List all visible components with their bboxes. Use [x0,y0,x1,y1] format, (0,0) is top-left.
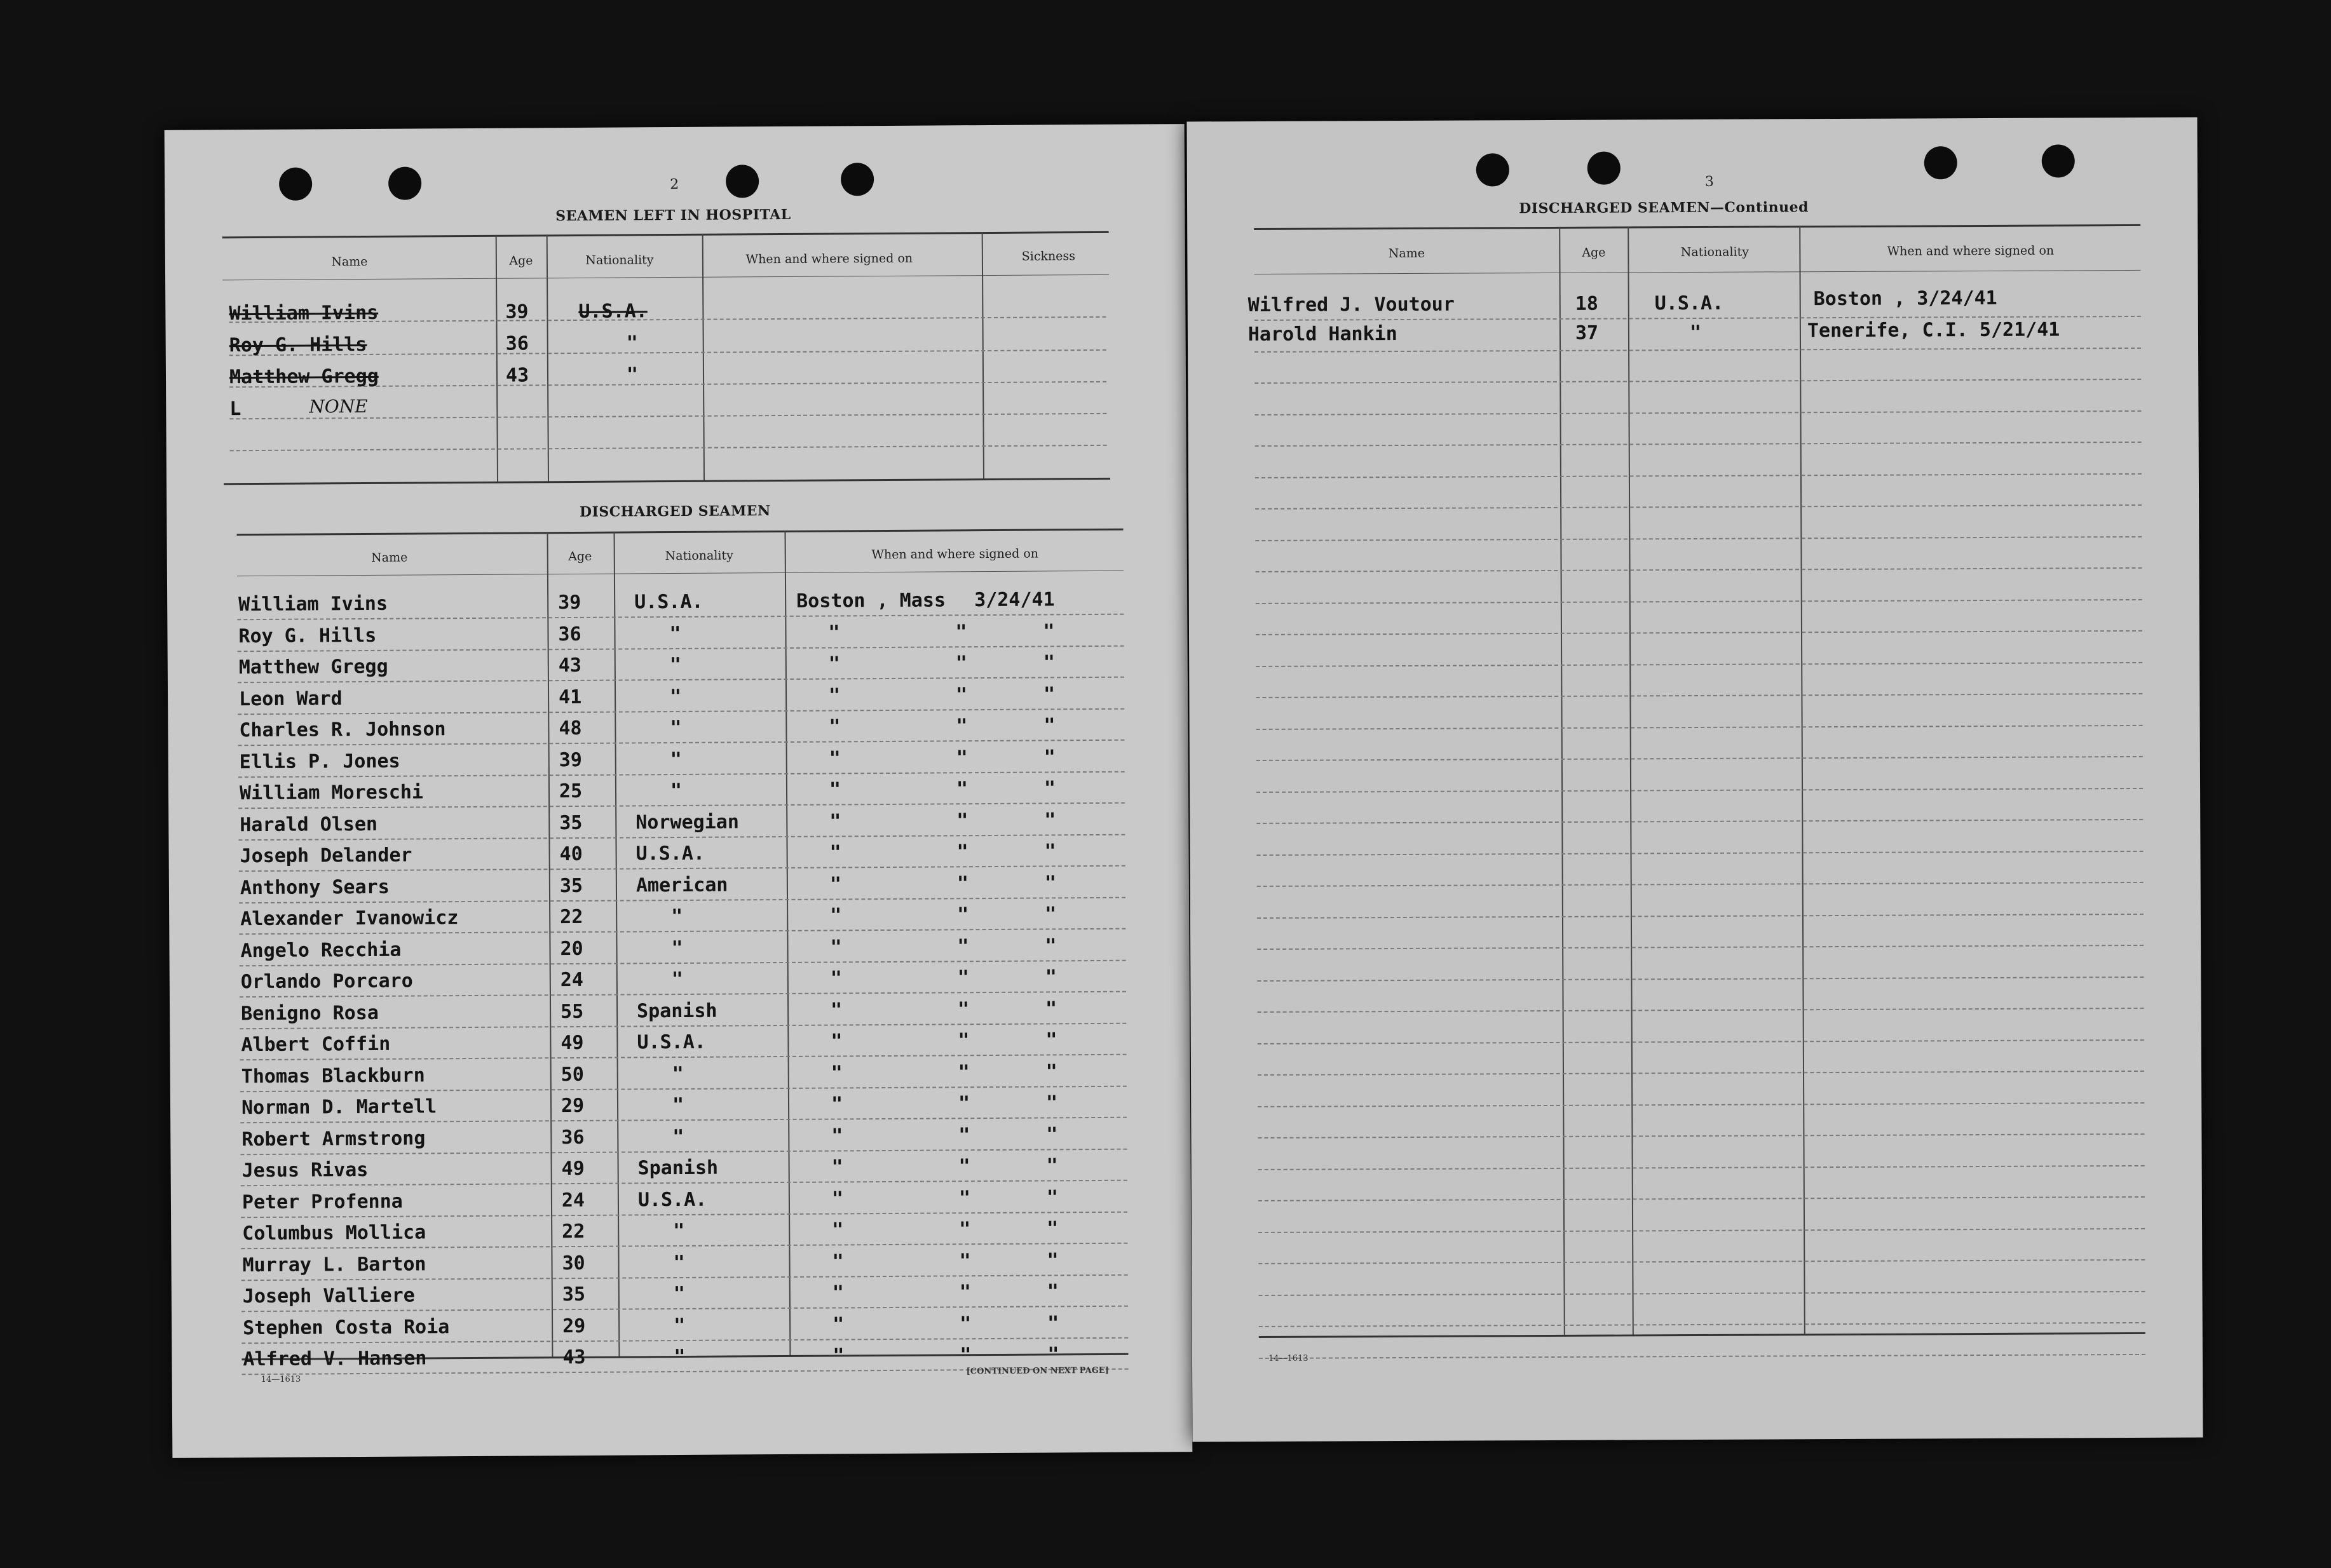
column-divider [982,232,984,480]
discharged-name: Murray L. Barton [242,1252,426,1276]
column-header-name: Name [371,550,408,565]
discharged-place: " [831,1187,844,1210]
row-line [1255,473,2142,478]
discharged-date: " [958,1060,970,1083]
continued-age: 37 [1575,321,1599,344]
discharged-year-ditto: " [1046,1123,1058,1146]
column-header-age: Age [1582,245,1606,260]
discharged-date: " [955,683,968,706]
discharged-name: Anthony Sears [240,875,390,899]
discharged-name: Benigno Rosa [241,1001,379,1025]
hospital-age: 39 [505,301,529,323]
blank-row-lines [1186,118,2197,122]
discharged-nationality: U.S.A. [637,1031,706,1054]
row-line [1258,1039,2144,1044]
table-rule [1259,1332,2145,1338]
discharged-name: Alexander Ivanowicz [240,907,459,931]
discharged-place: " [829,841,841,864]
row-line [1259,1290,2145,1295]
column-header-nationality: Nationality [665,548,733,564]
discharged-nationality: " [674,1345,686,1369]
discharged-date: " [957,997,970,1020]
punch-hole [1587,152,1621,185]
row-line [1256,819,2143,824]
discharged-date: " [956,872,969,895]
discharged-year-ditto: " [1047,1217,1059,1240]
discharged-date: " [955,620,967,643]
discharged-date: " [957,966,969,989]
row-line [1256,724,2143,729]
column-divider [1559,227,1565,1335]
row-line [1254,347,2141,352]
discharged-date: " [959,1249,971,1272]
discharged-place: " [831,1156,843,1179]
discharged-place: " [830,904,842,927]
discharged-place: " [832,1281,844,1304]
table-rule [224,478,1110,485]
continued-name: Harold Hankin [1247,323,1397,346]
discharged-age: 24 [560,968,584,992]
table-rule [1254,224,2140,230]
discharged-nationality: Spanish [637,1156,719,1180]
discharged-place: " [828,684,841,707]
discharged-name: Robert Armstrong [241,1126,426,1151]
row-line [1256,661,2142,666]
discharged-name: Leon Ward [238,687,343,710]
discharged-name: Thomas Blackburn [241,1064,425,1088]
discharged-age: 55 [561,1000,584,1023]
row-line [1258,1071,2144,1076]
discharged-nationality: " [672,1062,684,1085]
discharged-year-ditto: " [1047,1311,1059,1334]
row-line [230,445,1107,451]
row-line [238,708,1124,715]
table-rule [237,529,1124,536]
discharged-date: " [958,1029,970,1052]
discharged-age: 22 [562,1220,585,1243]
column-header-nationality: Nationality [585,253,654,267]
discharged-name: Columbus Mollica [242,1221,426,1245]
discharged-name: Harald Olsen [240,813,378,836]
page-number: 3 [1704,173,1714,190]
row-line [1255,504,2142,510]
hospital-age: 43 [505,364,529,387]
hospital-name: Roy G. Hills [229,333,367,357]
discharged-date: " [959,1218,971,1241]
discharged-year-ditto: " [1043,651,1055,674]
column-header-name: Name [331,254,368,269]
discharged-date: 3/24/41 [974,588,1055,612]
discharged-year-ditto: " [1043,714,1056,737]
discharged-nationality: " [670,779,683,802]
form-number: 14—1613 [261,1374,301,1385]
discharged-age: 43 [562,1346,586,1369]
discharged-nationality: Norwegian [635,810,739,834]
discharged-name: Orlando Porcaro [240,970,413,994]
continued-nationality: " [1689,321,1702,344]
column-divider [547,234,549,482]
discharged-age: 49 [561,1157,585,1180]
discharged-date: " [956,778,968,801]
discharged-date: " [956,809,968,832]
row-line [1259,1322,2145,1327]
continued-signed-on: Tenerife, C.I. 5/21/41 [1807,318,2060,342]
hospital-nationality: " [626,332,638,355]
discharged-name: Charles R. Johnson [239,718,446,742]
discharged-place: " [832,1344,845,1367]
column-header-age: Age [509,253,533,268]
punch-hole [726,165,759,198]
discharged-year-ditto: " [1043,777,1056,800]
discharged-age: 35 [559,874,583,897]
discharged-date: " [956,841,968,863]
discharged-age: 43 [558,654,582,677]
discharged-year-ditto: " [1045,1029,1057,1051]
row-line [1256,756,2143,761]
discharged-nationality: " [669,685,682,708]
discharged-name: Stephen Costa Roia [243,1315,450,1339]
column-header-signed-on: When and where signed on [745,251,913,267]
discharged-nationality: " [669,653,681,677]
discharged-year-ditto: " [1043,682,1056,705]
discharged-age: 20 [560,937,583,960]
discharged-nationality: " [671,905,683,928]
hospital-nationality: U.S.A. [578,300,648,323]
continued-signed-on: Boston , 3/24/41 [1813,287,1997,311]
row-line [1254,410,2141,415]
discharged-year-ditto: " [1045,966,1057,989]
discharged-place: " [830,967,842,990]
row-line [1257,945,2144,950]
discharged-age: 36 [558,623,581,645]
table-rule [237,571,1124,577]
discharged-name: Jesus Rivas [241,1158,369,1182]
punch-hole [388,166,421,199]
discharged-place: " [829,715,841,738]
discharged-year-ditto: " [1046,1154,1058,1177]
discharged-nationality: " [670,748,682,771]
continued-nationality: U.S.A. [1654,292,1724,315]
discharged-date: " [958,1092,970,1115]
punch-hole [841,163,874,196]
discharged-nationality: " [672,1093,684,1117]
discharged-nationality: " [671,936,683,959]
continued-heading: DISCHARGED SEAMEN—Continued [1519,199,1809,217]
row-line [1256,630,2142,635]
discharged-nationality: " [670,716,682,740]
discharged-year-ditto: " [1043,619,1055,642]
discharged-place: " [831,998,843,1022]
row-line [1256,693,2142,698]
discharged-date: " [958,1186,971,1209]
discharged-name: Angelo Recchia [240,938,402,962]
handwritten-none-note: NONE [309,395,368,417]
discharged-date: " [956,715,968,738]
discharged-age: 29 [561,1094,585,1118]
row-line [1257,913,2144,918]
row-line [1258,1165,2145,1170]
discharged-place: " [829,778,841,801]
column-divider [547,532,554,1358]
discharged-date: " [957,935,969,957]
row-line [1256,567,2142,572]
discharged-name: William Moreschi [239,781,424,805]
discharged-date: " [957,903,969,926]
discharged-name: Joseph Valliere [242,1284,415,1308]
row-line [1258,1133,2144,1139]
row-line [1256,787,2143,792]
discharged-place: " [831,1124,843,1147]
discharged-place: " [832,1250,844,1273]
discharged-name: William Ivins [238,592,388,616]
punch-hole [2042,144,2075,177]
discharged-year-ditto: " [1046,1186,1059,1208]
table-rule [222,231,1109,239]
discharged-date: " [956,746,968,769]
discharged-nationality: Spanish [637,999,717,1022]
column-divider [614,532,620,1358]
discharged-age: 35 [562,1283,586,1306]
page-number: 2 [670,176,679,193]
row-line [1256,598,2142,604]
row-line [1258,1102,2144,1107]
row-line [1259,1353,2145,1358]
discharged-nationality: U.S.A. [637,1188,707,1211]
discharged-age: 36 [561,1126,585,1149]
discharged-age: 30 [562,1252,585,1274]
hospital-name: L [229,398,241,421]
continued-name: Wilfred J. Voutour [1247,293,1455,317]
punch-hole [279,168,312,201]
row-line [1258,1196,2145,1201]
column-divider [1799,226,1805,1334]
discharged-year-ditto: " [1045,903,1057,926]
hospital-name: Matthew Gregg [229,365,379,389]
column-header-sickness: Sickness [1021,249,1076,264]
discharged-age: 48 [559,717,582,740]
discharged-nationality: U.S.A. [635,842,705,865]
discharged-nationality: " [673,1282,686,1306]
discharged-date: " [955,652,967,675]
column-divider [702,234,705,482]
form-number: 14—1613 [1268,1353,1308,1363]
discharged-age: 22 [560,905,583,929]
discharged-age: 24 [561,1189,585,1212]
discharged-age: 29 [562,1315,586,1337]
discharged-name: Peter Profenna [241,1190,403,1213]
row-line [241,1180,1127,1187]
discharged-age: 50 [561,1063,584,1086]
column-divider [496,235,498,483]
discharged-name: Norman D. Martell [241,1095,437,1119]
punch-hole [1476,153,1509,186]
discharged-year-ditto: " [1044,871,1057,894]
row-line [1258,1008,2144,1013]
continued-note: [CONTINUED ON NEXT PAGE] [966,1365,1109,1377]
discharged-year-ditto: " [1047,1248,1059,1271]
discharged-place: " [831,1061,843,1085]
row-line [1254,379,2141,384]
discharged-nationality: U.S.A. [634,590,703,614]
discharged-date: " [958,1155,970,1178]
discharged-date: " [960,1312,972,1335]
continued-age: 18 [1575,292,1598,315]
discharged-heading: DISCHARGED SEAMEN [579,503,771,520]
discharged-year-ditto: " [1045,1092,1058,1114]
discharged-age: 40 [559,842,583,866]
discharged-nationality: " [669,622,681,645]
discharged-date: " [958,1123,970,1146]
discharged-date: " [960,1344,972,1367]
discharged-age: 35 [559,811,583,834]
discharged-place: " [829,809,841,833]
discharged-age: 39 [559,748,582,771]
column-divider [1628,226,1634,1335]
row-line [1255,442,2142,447]
row-line [1255,536,2142,541]
discharged-age: 49 [561,1031,584,1055]
discharged-nationality: American [635,874,728,896]
discharged-year-ditto: " [1045,997,1057,1020]
discharged-nationality: " [673,1251,685,1274]
discharged-name: Ellis P. Jones [239,750,400,773]
discharged-place: " [831,1093,843,1116]
discharged-place: " [832,1313,845,1336]
discharged-age: 39 [558,591,581,614]
discharged-year-ditto: " [1045,934,1057,957]
discharged-age: 41 [558,686,582,708]
discharged-year-ditto: " [1043,745,1056,768]
discharged-place: " [829,747,841,770]
discharged-name: Roy G. Hills [238,624,377,647]
hospital-age: 36 [505,332,529,355]
hospital-name: William Ivins [229,301,379,325]
hospital-heading: SEAMEN LEFT IN HOSPITAL [555,206,791,225]
discharged-name: Joseph Delander [240,844,412,868]
discharged-place: " [830,935,842,959]
left-page [165,124,1193,1458]
right-page [1186,118,2203,1442]
discharged-age: 25 [559,780,583,803]
hospital-nationality: " [626,363,639,386]
discharged-date: " [959,1281,971,1304]
discharged-year-ditto: " [1044,840,1056,863]
row-line [1258,1227,2145,1233]
column-header-nationality: Nationality [1680,245,1750,260]
discharged-nationality: " [674,1314,686,1337]
discharged-name: Alfred V. Hansen [243,1347,427,1371]
discharged-place: " [828,652,840,675]
row-line [1257,976,2144,981]
discharged-place: Boston , Mass [796,589,946,612]
punch-hole [1924,146,1957,179]
discharged-year-ditto: " [1044,808,1056,831]
discharged-place: " [829,872,842,896]
table-rule [222,274,1109,281]
column-header-age: Age [568,549,592,564]
discharged-place: " [831,1030,843,1053]
column-header-signed-on: When and where signed on [871,546,1039,562]
column-divider [784,531,791,1356]
discharged-place: " [832,1219,844,1241]
discharged-year-ditto: " [1045,1060,1057,1083]
discharged-nationality: " [671,968,683,991]
table-rule [1254,270,2141,274]
discharged-nationality: " [672,1125,684,1148]
discharged-name: Albert Coffin [241,1032,391,1057]
column-header-signed-on: When and where signed on [1887,243,2055,259]
discharged-place: " [828,621,840,644]
row-line [1258,1259,2145,1264]
discharged-year-ditto: " [1047,1280,1059,1303]
discharged-name: Matthew Gregg [238,655,388,679]
row-line [1257,882,2144,887]
column-header-name: Name [1388,246,1425,261]
row-line [1257,850,2144,855]
discharged-nationality: " [673,1219,685,1243]
discharged-year-ditto: " [1047,1343,1059,1366]
